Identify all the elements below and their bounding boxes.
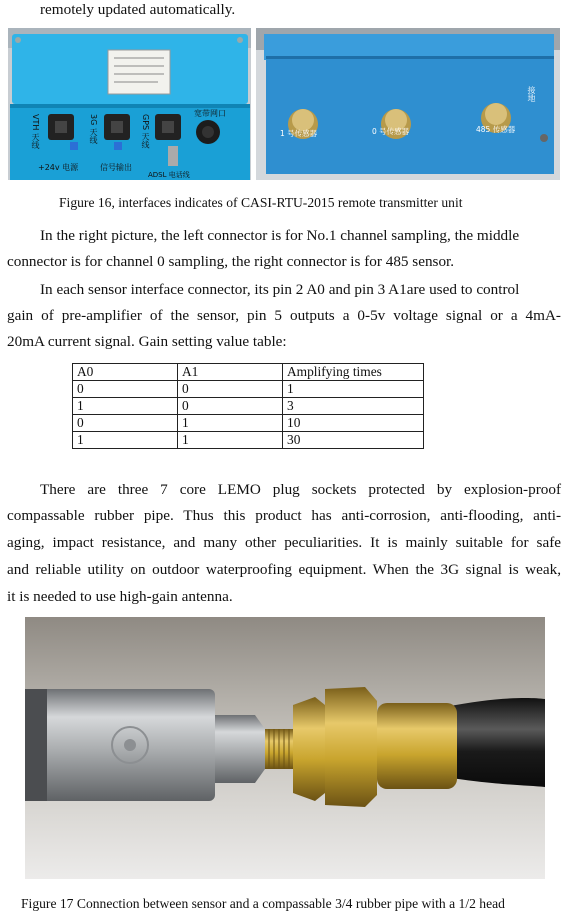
rtu-sensor-side-photo bbox=[256, 28, 560, 180]
table-row bbox=[73, 398, 424, 415]
table-cell: 1 bbox=[178, 432, 283, 449]
table-cell: 1 bbox=[283, 381, 424, 398]
para3-line4: and reliable utility on outdoor waterproofing equipment. When the 3G signal is weak, bbox=[7, 561, 561, 578]
table-row bbox=[73, 381, 424, 398]
para2-line2: gain of pre-amplifier of the sensor, pin 5 outputs a 0-5v voltage signal or a 4mA- bbox=[7, 307, 561, 324]
para2-line1: In each sensor interface connector, its pin 2 A0 and pin 3 A1are used to control bbox=[40, 281, 520, 298]
label-sensor-485: 485 传感器 bbox=[476, 125, 516, 134]
label-antenna-umts: VTH 天线 bbox=[31, 114, 40, 149]
label-sensor-0: 0 号传感器 bbox=[372, 127, 410, 136]
figure-17-photo bbox=[25, 617, 545, 879]
label-ground: 接地 bbox=[527, 86, 536, 102]
table-header-cell: A1 bbox=[178, 364, 283, 381]
table-cell: 1 bbox=[178, 415, 283, 432]
para3-line5: it is needed to use high-gain antenna. bbox=[7, 588, 233, 605]
label-power: +24v 电源 bbox=[38, 163, 79, 172]
table-cell: 3 bbox=[283, 398, 424, 415]
table-row bbox=[73, 415, 424, 432]
table-cell: 1 bbox=[73, 398, 178, 415]
para2-line3: 20mA current signal. Gain setting value table: bbox=[7, 333, 287, 350]
table-cell: 10 bbox=[283, 415, 424, 432]
figure-16-left-photo bbox=[8, 28, 251, 180]
figure-17-caption: Figure 17 Connection between sensor and a compassable 3/4 rubber pipe with a 1/2 head bbox=[21, 896, 505, 911]
label-adsl: ADSL 电话线 bbox=[148, 171, 190, 179]
gain-setting-table bbox=[72, 363, 424, 449]
para1-line1: In the right picture, the left connector is for No.1 channel sampling, the middle bbox=[40, 227, 520, 244]
table-cell: 30 bbox=[283, 432, 424, 449]
para1-line2: connector is for channel 0 sampling, the right connector is for 485 sensor. bbox=[7, 253, 455, 270]
label-antenna-gps: GPS 天线 bbox=[141, 114, 150, 149]
sensor-pipe-connection-photo bbox=[25, 617, 545, 879]
table-cell: 0 bbox=[178, 381, 283, 398]
table-header-row bbox=[73, 364, 424, 381]
para3-line1: There are three 7 core LEMO plug sockets protected by explosion-proof bbox=[40, 481, 561, 498]
para3-line3: aging, impact resistance, and many other peculiarities. It is mainly suitable for safe bbox=[7, 534, 561, 551]
table-header-cell: A0 bbox=[73, 364, 178, 381]
rtu-enclosure-photo bbox=[8, 28, 251, 180]
label-signal-output: 信号输出 bbox=[100, 163, 132, 172]
top-text-line: remotely updated automatically. bbox=[40, 1, 236, 18]
table-cell: 0 bbox=[178, 398, 283, 415]
label-broadband-port: 宽带网口 bbox=[194, 109, 226, 118]
label-sensor-1: 1 号传感器 bbox=[280, 129, 318, 138]
para3-line2: compassable rubber pipe. Thus this product has anti-corrosion, anti-flooding, anti- bbox=[7, 507, 561, 524]
table-cell: 0 bbox=[73, 415, 178, 432]
figure-16-right-photo bbox=[256, 28, 560, 180]
figure-16-caption: Figure 16, interfaces indicates of CASI-RTU-2015 remote transmitter unit bbox=[59, 195, 463, 210]
table-cell: 0 bbox=[73, 381, 178, 398]
table-cell: 1 bbox=[73, 432, 178, 449]
label-antenna-3g: 3G 天线 bbox=[89, 114, 98, 144]
table-row bbox=[73, 432, 424, 449]
table-header-cell: Amplifying times bbox=[283, 364, 424, 381]
